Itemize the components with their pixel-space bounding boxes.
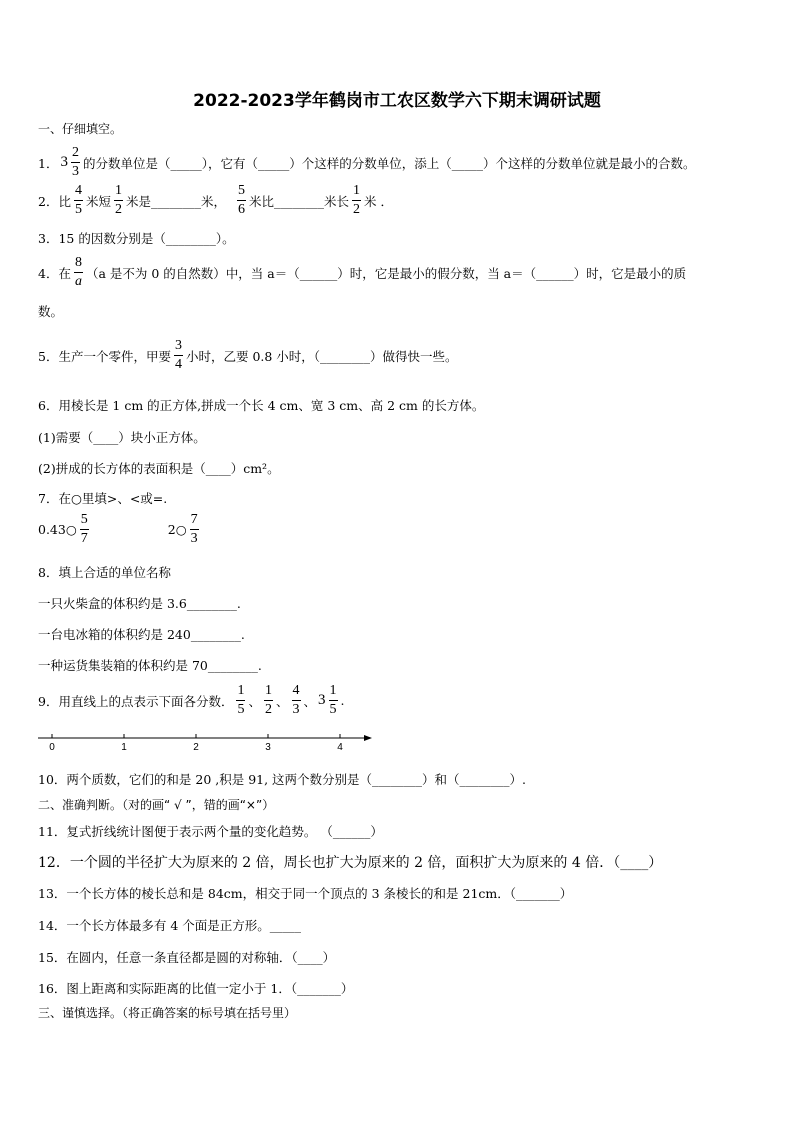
question-text: 米比________米长 bbox=[248, 193, 349, 209]
question-text: 的分数单位是（_____），它有（_____）个这样的分数单位，添上（_____）个这样的分数单位就是最小的合数。 bbox=[82, 155, 696, 171]
question-3: 3．15 的因数分别是（________）。 bbox=[38, 231, 235, 246]
question-1 bbox=[38, 146, 695, 179]
question-text: 米 ． bbox=[364, 193, 393, 209]
fraction: $\frac{1}{5}$ bbox=[237, 683, 245, 717]
question-number: 1． bbox=[38, 155, 59, 171]
question-14: 14．一个长方体最多有 4 个面是正方形。_____ bbox=[38, 918, 302, 933]
question-10: 10．两个质数，它们的和是 20 ,积是 91, 这两个数分别是（________）和（________）. bbox=[38, 772, 527, 787]
section-heading-2: 二、准确判断。（对的画“ √ ”，错的画“×”） bbox=[38, 798, 275, 812]
question-2 bbox=[38, 184, 393, 217]
fraction: $\frac{1}{5}$ bbox=[329, 683, 337, 717]
question-11: 11．复式折线统计图便于表示两个量的变化趋势。 （______） bbox=[38, 824, 383, 839]
question-7-items bbox=[38, 513, 202, 546]
page-title: 2022-2023学年鹤岗市工农区数学六下期末调研试题 bbox=[193, 91, 601, 111]
number-line-tick-label: 3 bbox=[265, 742, 271, 753]
separator: 、 bbox=[275, 693, 289, 709]
question-7: 7．在○里填>、<或=. bbox=[38, 491, 168, 506]
question-text: 米短 bbox=[85, 193, 111, 209]
question-13: 13．一个长方体的棱长总和是 84cm，相交于同一个顶点的 3 条棱长的和是 21cm．（_______） bbox=[38, 886, 573, 901]
question-16: 16．图上距离和实际距离的比值一定小于 1．（_______） bbox=[38, 981, 354, 996]
question-8: 8．填上合适的单位名称 bbox=[38, 565, 171, 580]
question-4 bbox=[38, 256, 686, 289]
fraction: $\frac{1}{2}$ bbox=[264, 683, 272, 717]
number-line-tick-label: 4 bbox=[337, 742, 343, 753]
number-line bbox=[38, 728, 378, 754]
section-heading-1: 一、仔细填空。 bbox=[38, 122, 123, 136]
question-text: （a 是不为 0 的自然数）中，当 a＝（______）时，它是最小的假分数，当 a＝（______）时，它是最小的质 bbox=[85, 265, 687, 281]
number-line-tick-label: 0 bbox=[49, 742, 55, 753]
separator: 、 bbox=[248, 693, 261, 709]
fraction: $\frac{5}{7}$ bbox=[80, 512, 88, 546]
mixed-whole: 3 bbox=[318, 692, 326, 708]
fraction: $\frac{3}{4}$ bbox=[174, 338, 182, 372]
question-text: 2．比 bbox=[38, 193, 71, 209]
question-9 bbox=[38, 684, 345, 717]
question-8-c: 一种运货集装箱的体积约是 70________. bbox=[38, 658, 262, 673]
question-8-b: 一台电冰箱的体积约是 240________. bbox=[38, 627, 245, 642]
fraction: $\frac{4}{5}$ bbox=[74, 183, 82, 217]
question-text: 5．生产一个零件，甲要 bbox=[38, 348, 171, 364]
number-line-tick-label: 2 bbox=[193, 742, 199, 753]
question-6-part-2: (2)拼成的长方体的表面积是（____）cm²。 bbox=[38, 461, 280, 476]
question-8-a: 一只火柴盒的体积约是 3.6________. bbox=[38, 596, 241, 611]
fraction: $\frac{1}{2}$ bbox=[353, 183, 360, 217]
question-6-part-1: (1)需要（____）块小正方体。 bbox=[38, 430, 206, 445]
fraction: $\frac{1}{2}$ bbox=[114, 183, 122, 217]
question-text: 米是________米， bbox=[125, 193, 226, 209]
separator: 、 bbox=[303, 693, 317, 709]
question-5 bbox=[38, 339, 458, 372]
question-12: 12．一个圆的半径扩大为原来的 2 倍，周长也扩大为原来的 2 倍，面积扩大为原来的 4 倍．（____） bbox=[38, 855, 663, 871]
section-heading-3: 三、谨慎选择。（将正确答案的标号填在括号里） bbox=[38, 1006, 297, 1020]
question-text: 小时，乙要 0.8 小时，（________）做得快一些。 bbox=[185, 348, 458, 364]
question-15: 15．在圆内，任意一条直径都是圆的对称轴．（____） bbox=[38, 950, 336, 965]
separator: . bbox=[340, 693, 345, 708]
compare-item: 0.43○ bbox=[38, 522, 77, 537]
question-text: 9．用直线上的点表示下面各分数． bbox=[38, 693, 234, 709]
question-6: 6．用棱长是 1 cm 的正方体,拼成一个长 4 cm、宽 3 cm、高 2 cm 的长方体。 bbox=[38, 398, 485, 413]
question-text: 4．在 bbox=[38, 265, 71, 281]
fraction: $\frac{7}{3}$ bbox=[190, 512, 198, 546]
number-line-tick-label: 1 bbox=[121, 742, 127, 753]
fraction: $\frac{5}{6}$ bbox=[237, 183, 245, 217]
number-line-arrow bbox=[364, 735, 372, 741]
mixed-whole: 3 bbox=[60, 154, 68, 170]
compare-item: 2○ bbox=[167, 522, 187, 537]
fraction: $\frac{8}{a}$ bbox=[74, 255, 82, 289]
question-4-continued: 数。 bbox=[38, 304, 64, 319]
fraction: $\frac{4}{3}$ bbox=[292, 683, 300, 717]
fraction: $\frac{2}{3}$ bbox=[71, 145, 79, 179]
